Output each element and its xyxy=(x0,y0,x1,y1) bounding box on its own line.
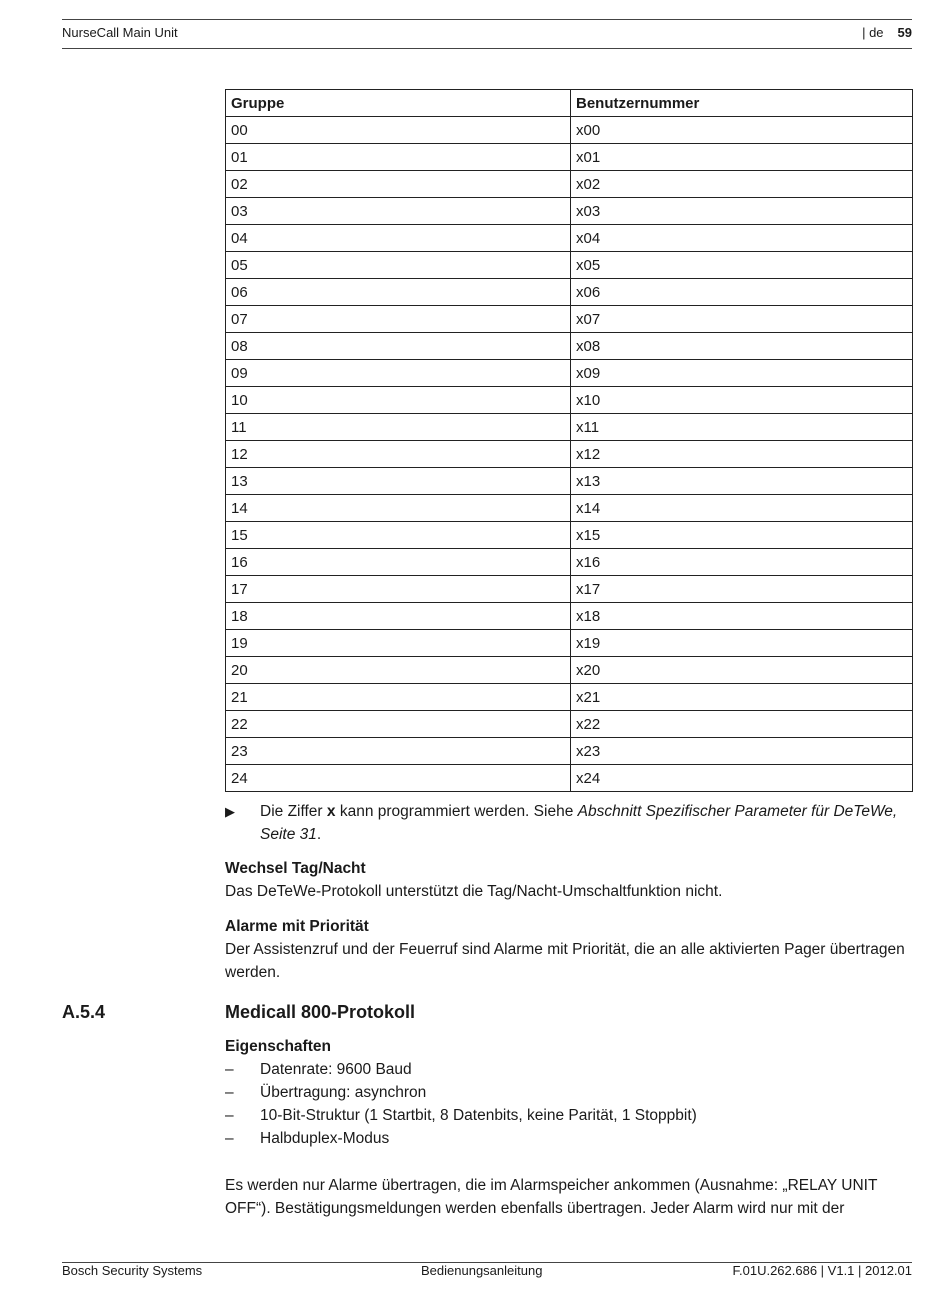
cross-reference-link[interactable]: Abschnitt Spezifischer Parameter für DeTeWe, Seite 31 xyxy=(260,803,898,843)
table-row xyxy=(226,198,913,225)
table-row xyxy=(226,684,913,711)
column-header-benutzernummer: Benutzernummer xyxy=(571,90,913,117)
footer-company: Bosch Security Systems xyxy=(62,1263,203,1278)
cell-benutzernummer: x01 xyxy=(571,144,913,171)
priority-heading: Alarme mit Priorität xyxy=(225,918,369,935)
cell-benutzernummer: x17 xyxy=(571,576,913,603)
table-row xyxy=(226,279,913,306)
triangle-right-icon: ▶ xyxy=(225,804,235,819)
cell-benutzernummer: x11 xyxy=(571,414,913,441)
cell-gruppe: 07 xyxy=(226,306,571,333)
table-row xyxy=(226,225,913,252)
cell-benutzernummer: x21 xyxy=(571,684,913,711)
footer-doc-type: Bedienungsanleitung xyxy=(421,1263,543,1278)
header-page-info xyxy=(862,25,912,40)
footer-doc-id: F.01U.262.686 | V1.1 | 2012.01 xyxy=(732,1263,912,1278)
cell-gruppe: 05 xyxy=(226,252,571,279)
cell-gruppe: 20 xyxy=(226,657,571,684)
cell-gruppe: 12 xyxy=(226,441,571,468)
cell-gruppe: 24 xyxy=(226,765,571,792)
cell-benutzernummer: x12 xyxy=(571,441,913,468)
list-item: – Übertragung: asynchron xyxy=(225,1084,427,1101)
group-user-table xyxy=(225,89,913,792)
cell-benutzernummer: x18 xyxy=(571,603,913,630)
table-row xyxy=(226,576,913,603)
cell-gruppe: 02 xyxy=(226,171,571,198)
table-row xyxy=(226,171,913,198)
cell-benutzernummer: x06 xyxy=(571,279,913,306)
table-header-row xyxy=(226,90,913,117)
cell-gruppe: 11 xyxy=(226,414,571,441)
table-row xyxy=(226,144,913,171)
properties-heading: Eigenschaften xyxy=(225,1038,331,1055)
cell-gruppe: 15 xyxy=(226,522,571,549)
table-row xyxy=(226,306,913,333)
table-row xyxy=(226,252,913,279)
header-top-rule xyxy=(62,19,912,20)
properties-list xyxy=(225,1058,913,1150)
note-text: Die Ziffer x kann programmiert werden. Siehe Abschnitt Spezifischer Parameter für DeTeWe, Seite 31. xyxy=(260,803,898,843)
table-row xyxy=(226,657,913,684)
table-row xyxy=(226,441,913,468)
cell-benutzernummer: x16 xyxy=(571,549,913,576)
cell-benutzernummer: x23 xyxy=(571,738,913,765)
cell-gruppe: 22 xyxy=(226,711,571,738)
table-row xyxy=(226,522,913,549)
table-row xyxy=(226,711,913,738)
cell-benutzernummer: x05 xyxy=(571,252,913,279)
document-title: NurseCall Main Unit xyxy=(62,25,178,40)
cell-gruppe: 13 xyxy=(226,468,571,495)
cell-gruppe: 00 xyxy=(226,117,571,144)
page-number: 59 xyxy=(897,25,912,40)
cell-benutzernummer: x24 xyxy=(571,765,913,792)
closing-paragraph: Es werden nur Alarme übertragen, die im Alarmspeicher ankommen (Ausnahme: „RELAY UNIT OFF“). Bestätigungsmeldungen werden ebenfalls übertragen. Jeder Alarm wird nur mit der xyxy=(225,1177,878,1217)
priority-text: Der Assistenzruf und der Feuerruf sind Alarme mit Priorität, die an alle aktivierten Pager übertragen werden. xyxy=(225,941,905,981)
section-number: A.5.4 xyxy=(62,1002,106,1022)
list-item: – 10-Bit-Struktur (1 Startbit, 8 Datenbits, keine Parität, 1 Stoppbit) xyxy=(225,1107,697,1124)
cell-gruppe: 03 xyxy=(226,198,571,225)
table-row xyxy=(226,603,913,630)
cell-gruppe: 04 xyxy=(226,225,571,252)
list-item: – Datenrate: 9600 Baud xyxy=(225,1061,412,1078)
cell-benutzernummer: x07 xyxy=(571,306,913,333)
table-row xyxy=(226,495,913,522)
cell-benutzernummer: x08 xyxy=(571,333,913,360)
cell-benutzernummer: x22 xyxy=(571,711,913,738)
cell-benutzernummer: x00 xyxy=(571,117,913,144)
cell-benutzernummer: x19 xyxy=(571,630,913,657)
cell-benutzernummer: x15 xyxy=(571,522,913,549)
cell-gruppe: 01 xyxy=(226,144,571,171)
cell-gruppe: 17 xyxy=(226,576,571,603)
cell-benutzernummer: x14 xyxy=(571,495,913,522)
note-bullet xyxy=(225,800,913,846)
table-row xyxy=(226,414,913,441)
table-row xyxy=(226,387,913,414)
cell-gruppe: 14 xyxy=(226,495,571,522)
cell-benutzernummer: x20 xyxy=(571,657,913,684)
table-row xyxy=(226,117,913,144)
day-night-text: Das DeTeWe-Protokoll unterstützt die Tag/Nacht-Umschaltfunktion nicht. xyxy=(225,883,723,900)
cell-gruppe: 18 xyxy=(226,603,571,630)
table-row xyxy=(226,765,913,792)
cell-benutzernummer: x03 xyxy=(571,198,913,225)
table-row xyxy=(226,333,913,360)
cell-gruppe: 06 xyxy=(226,279,571,306)
table-row xyxy=(226,738,913,765)
cell-gruppe: 23 xyxy=(226,738,571,765)
table-row xyxy=(226,468,913,495)
cell-benutzernummer: x13 xyxy=(571,468,913,495)
cell-gruppe: 19 xyxy=(226,630,571,657)
priority-block xyxy=(225,915,913,984)
column-header-gruppe: Gruppe xyxy=(226,90,571,117)
list-item: – Halbduplex-Modus xyxy=(225,1130,390,1147)
cell-gruppe: 08 xyxy=(226,333,571,360)
header-bottom-rule xyxy=(62,48,912,49)
table-row xyxy=(226,360,913,387)
cell-benutzernummer: x02 xyxy=(571,171,913,198)
section-title: Medicall 800-Protokoll xyxy=(225,1002,416,1022)
day-night-heading: Wechsel Tag/Nacht xyxy=(225,860,366,877)
cell-benutzernummer: x04 xyxy=(571,225,913,252)
cell-gruppe: 10 xyxy=(226,387,571,414)
cell-gruppe: 16 xyxy=(226,549,571,576)
table-row xyxy=(226,630,913,657)
language-marker: | de xyxy=(862,25,884,40)
table-row xyxy=(226,549,913,576)
cell-gruppe: 09 xyxy=(226,360,571,387)
day-night-block xyxy=(225,857,913,903)
cell-benutzernummer: x09 xyxy=(571,360,913,387)
cell-gruppe: 21 xyxy=(226,684,571,711)
cell-benutzernummer: x10 xyxy=(571,387,913,414)
